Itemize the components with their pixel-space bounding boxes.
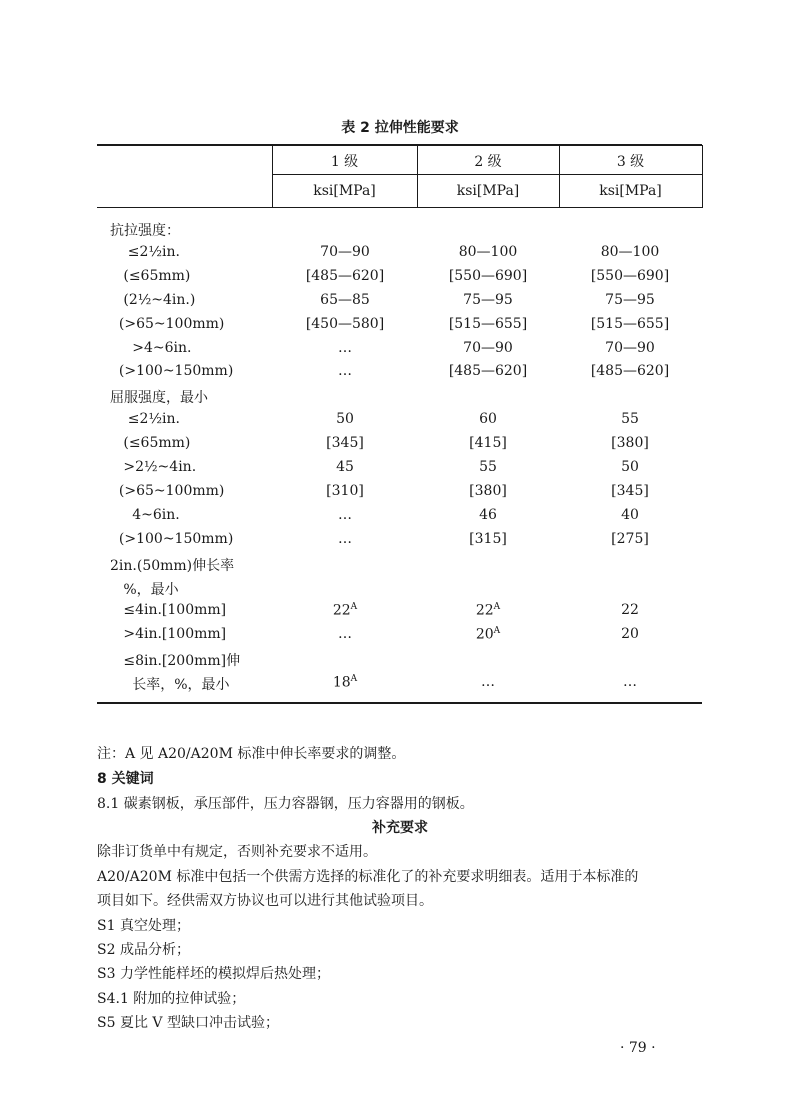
cell-value: [310] xyxy=(326,483,364,499)
cell-value: … xyxy=(338,507,352,523)
row-label: (>65~100mm) xyxy=(110,483,225,499)
cell-value: [380] xyxy=(469,483,507,499)
row-label: >2½~4in. xyxy=(110,459,197,475)
cell-value: [515—655] xyxy=(448,316,528,332)
row-label: ≤2½in. xyxy=(110,244,180,260)
row-label: ≤8in.[200mm]伸 xyxy=(110,653,241,669)
cell-value: [315] xyxy=(469,531,507,547)
table-cell xyxy=(270,626,420,642)
table-cell xyxy=(555,626,705,642)
row-label: 抗拉强度： xyxy=(110,223,180,239)
row-label: 4~6in. xyxy=(110,507,180,523)
cell-value: 20 xyxy=(621,626,639,642)
table-cell xyxy=(555,411,705,427)
row-label: 屈服强度，最小 xyxy=(110,390,208,406)
row-label: 2in.(50mm)伸长率 xyxy=(110,558,235,574)
table-bottom-rule xyxy=(97,702,702,704)
footnote-marker: A xyxy=(350,674,358,684)
unit-header-1: ksi[MPa] xyxy=(313,183,376,199)
cell-value: 70—90 xyxy=(320,244,370,260)
cell-value: … xyxy=(481,674,495,690)
table-cell xyxy=(555,292,705,308)
cell-value: 22 xyxy=(621,602,639,618)
cell-value: [485—620] xyxy=(590,363,670,379)
cell-value: 75—95 xyxy=(605,292,655,308)
table-cell xyxy=(555,483,705,499)
table-cell xyxy=(555,340,705,356)
table-cell xyxy=(270,340,420,356)
table-note: 注：A 见 A20/A20M 标准中伸长率要求的调整。 xyxy=(97,746,406,762)
row-label: (>100~150mm) xyxy=(110,363,234,379)
table-cell xyxy=(413,244,563,260)
table-cell xyxy=(270,435,420,451)
cell-value: 22 xyxy=(475,602,494,619)
list-item-s5: S5 夏比 V 型缺口冲击试验； xyxy=(97,1015,279,1031)
row-label: (2½~4in.) xyxy=(110,292,196,308)
table-cell xyxy=(270,602,420,619)
paragraph-2-line-2: 项目如下。经供需双方协议也可以进行其他试验项目。 xyxy=(97,893,433,909)
table-cell xyxy=(270,411,420,427)
cell-value: 22 xyxy=(332,602,351,619)
cell-value: 18 xyxy=(332,674,351,691)
table-cell xyxy=(270,483,420,499)
table-cell xyxy=(413,292,563,308)
cell-value: [485—620] xyxy=(305,268,385,284)
list-item-s1: S1 真空处理； xyxy=(97,918,190,934)
cell-value: [515—655] xyxy=(590,316,670,332)
table-cell xyxy=(413,459,563,475)
table-cell xyxy=(270,268,420,284)
table-cell xyxy=(413,435,563,451)
grade-header-1: 1 级 xyxy=(330,154,359,170)
cell-value: 75—95 xyxy=(463,292,513,308)
list-item-s4-1: S4.1 附加的拉伸试验； xyxy=(97,991,246,1007)
footnote-marker: A xyxy=(350,602,358,612)
paragraph-2-line-1: A20/A20M 标准中包括一个供需方选择的标准化了的补充要求明细表。适用于本标准的 xyxy=(97,869,639,885)
cell-value: 70—90 xyxy=(463,340,513,356)
table-cell xyxy=(555,674,705,690)
cell-value: 50 xyxy=(621,459,639,475)
header-bottom-rule xyxy=(97,207,702,208)
table-cell xyxy=(555,507,705,523)
table-cell xyxy=(555,531,705,547)
table-cell xyxy=(270,674,420,691)
table-cell xyxy=(555,602,705,618)
cell-value: 70—90 xyxy=(605,340,655,356)
cell-value: [550—690] xyxy=(590,268,670,284)
table-cell xyxy=(413,316,563,332)
table-cell xyxy=(270,531,420,547)
cell-value: 60 xyxy=(479,411,497,427)
table-cell xyxy=(413,411,563,427)
table-cell xyxy=(413,363,563,379)
table-top-rule xyxy=(97,144,702,146)
row-label: 长率，%，最小 xyxy=(110,677,230,693)
footnote-marker: A xyxy=(493,602,501,612)
row-label: (≤65mm) xyxy=(110,268,191,284)
row-label: %，最小 xyxy=(110,582,179,598)
cell-value: [450—580] xyxy=(305,316,385,332)
table-cell xyxy=(270,316,420,332)
table-cell xyxy=(555,244,705,260)
cell-value: 40 xyxy=(621,507,639,523)
cell-value: [550—690] xyxy=(448,268,528,284)
cell-value: … xyxy=(623,674,637,690)
cell-value: 55 xyxy=(621,411,639,427)
cell-value: … xyxy=(338,340,352,356)
unit-header-3: ksi[MPa] xyxy=(599,183,662,199)
cell-value: [275] xyxy=(611,531,649,547)
row-label: (>100~150mm) xyxy=(110,531,234,547)
table-cell xyxy=(270,244,420,260)
table-cell xyxy=(555,316,705,332)
section-8-1: 8.1 碳素钢板，承压部件，压力容器钢，压力容器用的钢板。 xyxy=(97,796,474,812)
cell-value: 80—100 xyxy=(600,244,660,260)
cell-value: [380] xyxy=(611,435,649,451)
table-cell xyxy=(413,531,563,547)
list-item-s3: S3 力学性能样坯的模拟焊后热处理； xyxy=(97,966,330,982)
row-label: >4~6in. xyxy=(110,340,192,356)
cell-value: 46 xyxy=(479,507,497,523)
grade-header-3: 3 级 xyxy=(616,154,645,170)
cell-value: 20 xyxy=(475,626,494,643)
row-label: (>65~100mm) xyxy=(110,316,225,332)
cell-value: 80—100 xyxy=(458,244,518,260)
table-cell xyxy=(413,340,563,356)
table-cell xyxy=(270,459,420,475)
page-number: · 79 · xyxy=(620,1040,656,1056)
row-label: ≤4in.[100mm] xyxy=(110,602,227,618)
header-col-divider-4 xyxy=(702,145,703,208)
row-label: ≤2½in. xyxy=(110,411,180,427)
cell-value: [345] xyxy=(326,435,364,451)
table-cell xyxy=(413,626,563,643)
cell-value: … xyxy=(338,363,352,379)
table-cell xyxy=(555,268,705,284)
table-cell xyxy=(270,507,420,523)
header-divider xyxy=(272,174,702,175)
footnote-marker: A xyxy=(493,626,501,636)
cell-value: 45 xyxy=(336,459,354,475)
paragraph-1: 除非订货单中有规定，否则补充要求不适用。 xyxy=(97,844,377,860)
table-cell xyxy=(413,602,563,619)
table-cell xyxy=(555,459,705,475)
cell-value: 65—85 xyxy=(320,292,370,308)
table-cell xyxy=(413,674,563,690)
table-cell xyxy=(270,292,420,308)
cell-value: [415] xyxy=(469,435,507,451)
table-cell xyxy=(270,363,420,379)
cell-value: … xyxy=(338,531,352,547)
row-label: >4in.[100mm] xyxy=(110,626,227,642)
supplementary-title: 补充要求 xyxy=(372,820,428,836)
cell-value: 55 xyxy=(479,459,497,475)
table-cell xyxy=(413,507,563,523)
table-cell xyxy=(555,363,705,379)
cell-value: [485—620] xyxy=(448,363,528,379)
table-cell xyxy=(555,435,705,451)
row-label: (≤65mm) xyxy=(110,435,191,451)
table-title: 表 2 拉伸性能要求 xyxy=(341,120,459,136)
cell-value: [345] xyxy=(611,483,649,499)
unit-header-2: ksi[MPa] xyxy=(456,183,520,199)
section-8-title: 8 关键词 xyxy=(97,771,154,787)
table-cell xyxy=(413,268,563,284)
cell-value: 50 xyxy=(336,411,354,427)
grade-header-2: 2 级 xyxy=(474,154,502,170)
cell-value: … xyxy=(338,626,352,642)
table-cell xyxy=(413,483,563,499)
list-item-s2: S2 成品分析； xyxy=(97,942,190,958)
